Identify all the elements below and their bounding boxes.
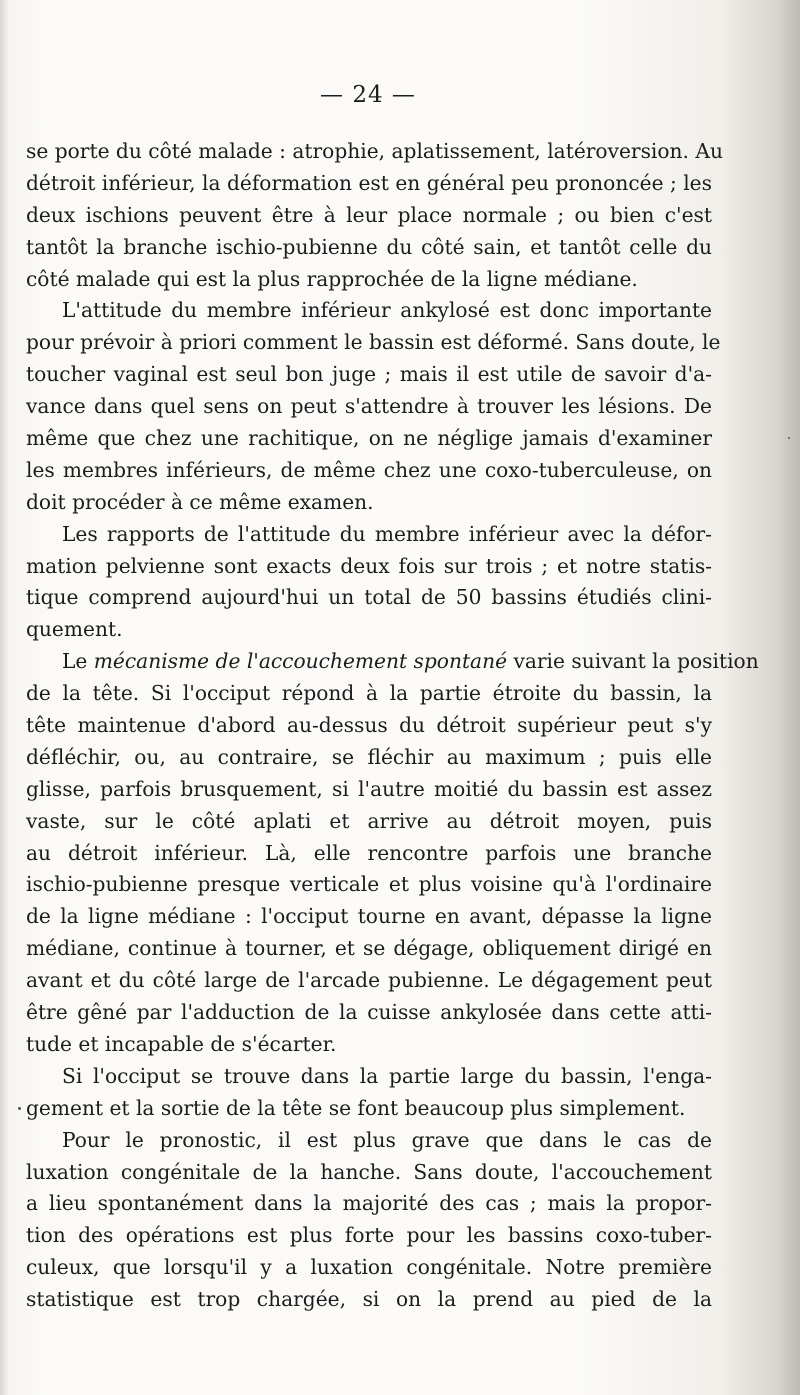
text-line: quement. xyxy=(26,617,123,642)
text-line: tête maintenue d'abord au-dessus du détroit supérieur peut s'y xyxy=(26,713,712,738)
text-line: défléchir, ou, au contraire, se fléchir au maximum ; puis elle xyxy=(26,744,712,769)
text-line: vaste, sur le côté aplati et arrive au détroit moyen, puis xyxy=(26,808,712,833)
text-line: tantôt la branche ischio-pubienne du côté sain, et tantôt celle du xyxy=(26,234,712,259)
text-line: tion des opérations est plus forte pour les bassins coxo-tuber- xyxy=(26,1223,712,1248)
text-segment: Le xyxy=(62,649,94,674)
text-line: statistique est trop chargée, si on la prend au pied de la xyxy=(26,1287,712,1312)
text-line: deux ischions peuvent être à leur place normale ; ou bien c'est xyxy=(26,202,712,227)
text-line: pour prévoir à priori comment le bassin est déformé. Sans doute, le xyxy=(26,330,721,355)
text-line: avant et du côté large de l'arcade pubienne. Le dégagement peut xyxy=(26,968,712,993)
print-speck xyxy=(788,437,790,439)
text-line: mation pelvienne sont exacts deux fois sur trois ; et notre statis- xyxy=(26,553,712,578)
text-line: médiane, continue à tourner, et se dégage, obliquement dirigé en xyxy=(26,936,712,961)
text-segment: varie suivant la position xyxy=(507,649,759,674)
text-line: toucher vaginal est seul bon juge ; mais il est utile de savoir d'a- xyxy=(26,362,712,387)
text-line: vance dans quel sens on peut s'attendre à trouver les lésions. De xyxy=(26,394,712,419)
text-line xyxy=(26,646,759,678)
text-line: Si l'occiput se trouve dans la partie large du bassin, l'enga- xyxy=(62,1063,712,1088)
text-line: être gêné par l'adduction de la cuisse ankylosée dans cette atti- xyxy=(26,1000,712,1025)
text-line: gement et la sortie de la tête se font beaucoup plus simplement. xyxy=(26,1095,686,1120)
page-number: — 24 — xyxy=(320,82,416,108)
text-line: se porte du côté malade : atrophie, aplatissement, latéroversion. Au xyxy=(26,139,723,163)
text-line: tude et incapable de s'écarter. xyxy=(26,1031,337,1056)
text-line: les membres inférieurs, de même chez une coxo-tuberculeuse, on xyxy=(26,457,712,482)
text-line: a lieu spontanément dans la majorité des cas ; mais la propor- xyxy=(26,1191,712,1216)
text-line: doit procéder à ce même examen. xyxy=(26,489,374,514)
text-line: de la tête. Si l'occiput répond à la partie étroite du bassin, la xyxy=(26,681,712,706)
text-line: glisse, parfois brusquement, si l'autre moitié du bassin est assez xyxy=(26,776,712,801)
text-line: ischio-pubienne presque verticale et plus voisine qu'à l'ordinaire xyxy=(26,872,712,897)
text-line: au détroit inférieur. Là, elle rencontre parfois une branche xyxy=(26,840,712,865)
text-line: culeux, que lorsqu'il y a luxation congénitale. Notre première xyxy=(26,1255,712,1280)
body-text xyxy=(26,136,759,1316)
text-line: L'attitude du membre inférieur ankylosé est donc importante xyxy=(62,298,712,323)
text-line: détroit inférieur, la déformation est en général peu prononcée ; les xyxy=(26,170,712,195)
text-line: luxation congénitale de la hanche. Sans doute, l'accouchement xyxy=(26,1159,712,1184)
page-edge xyxy=(0,0,8,1395)
text-line: de la ligne médiane : l'occiput tourne en avant, dépasse la ligne xyxy=(26,904,712,929)
text-line: Pour le pronostic, il est plus grave que dans le cas de xyxy=(62,1127,712,1152)
text-line: tique comprend aujourd'hui un total de 50 bassins étudiés clini- xyxy=(26,585,712,610)
text-line: Les rapports de l'attitude du membre inférieur avec la défor- xyxy=(62,521,712,546)
print-speck xyxy=(18,1107,21,1110)
italic-phrase: mécanisme de l'accouchement spontané xyxy=(93,649,508,674)
text-line: même que chez une rachitique, on ne néglige jamais d'examiner xyxy=(26,426,712,451)
text-line: côté malade qui est la plus rapprochée de la ligne médiane. xyxy=(26,266,638,291)
